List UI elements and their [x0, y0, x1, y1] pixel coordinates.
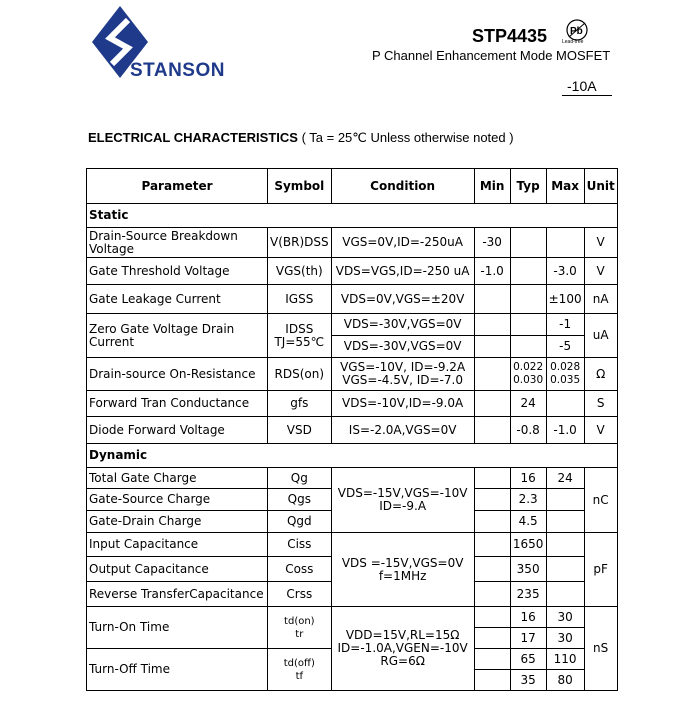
part-number: STP4435 — [472, 26, 548, 46]
max-cell: 30 — [546, 607, 584, 628]
condition-cell — [331, 607, 474, 691]
table-header-row — [87, 169, 618, 204]
max-cell: -1 — [546, 314, 584, 336]
electrical-characteristics-table — [86, 168, 618, 691]
section-title — [88, 130, 514, 146]
condition-line: VDD=15V,RL=15Ω — [345, 628, 460, 642]
condition-cell: VGS=0V,ID=-250uA — [331, 228, 474, 258]
table-row — [87, 417, 618, 444]
header-parameter: Parameter — [87, 169, 268, 204]
condition-line: f=1MHz — [378, 568, 427, 583]
min-cell: -1.0 — [474, 258, 510, 285]
table-row — [87, 314, 618, 336]
param-cell: Turn-On Time — [87, 607, 268, 649]
group-row-static — [87, 204, 618, 228]
min-cell — [474, 628, 510, 649]
header-condition: Condition — [331, 169, 474, 204]
min-cell — [474, 391, 510, 417]
param-cell: Drain-Source Breakdown Voltage — [87, 228, 268, 258]
min-cell — [474, 670, 510, 691]
lead-free-label: Lead-free — [562, 39, 584, 45]
typ-cell: 1650 — [510, 533, 546, 557]
min-cell — [474, 533, 510, 557]
symbol-cell: VGS(th) — [268, 258, 332, 285]
group-label-dynamic: Dynamic — [87, 444, 618, 468]
condition-line: VGS=-4.5V, ID=-7.0 — [342, 373, 463, 387]
param-cell: Gate-Source Charge — [87, 489, 268, 511]
condition-line: RG=6Ω — [380, 654, 425, 668]
symbol-line: tf — [295, 670, 304, 682]
symbol-line: td(off) — [283, 657, 315, 669]
condition-cell: VDS=-10V,ID=-9.0A — [331, 391, 474, 417]
condition-cell: VDS=0V,VGS=±20V — [331, 285, 474, 314]
max-value: 0.028 — [550, 361, 581, 373]
condition-cell: VDS=VGS,ID=-250 uA — [331, 258, 474, 285]
param-cell: Gate Threshold Voltage — [87, 258, 268, 285]
symbol-line: td(on) — [284, 615, 315, 627]
typ-cell: 65 — [510, 649, 546, 670]
symbol-cell: V(BR)DSS — [268, 228, 332, 258]
unit-cell: nS — [584, 607, 617, 691]
brand-name: STANSON — [130, 60, 225, 81]
max-cell: -3.0 — [546, 258, 584, 285]
param-cell: Turn-Off Time — [87, 649, 268, 691]
typ-cell: 16 — [510, 607, 546, 628]
symbol-cell: VSD — [268, 417, 332, 444]
unit-cell: uA — [584, 314, 617, 358]
symbol-cell: Qgs — [268, 489, 332, 511]
unit-cell: V — [584, 417, 617, 444]
header-max: Max — [546, 169, 584, 204]
table-row — [87, 533, 618, 557]
max-cell: -5 — [546, 336, 584, 358]
typ-cell — [510, 336, 546, 358]
param-cell: Forward Tran Conductance — [87, 391, 268, 417]
param-cell: Drain-source On-Resistance — [87, 358, 268, 391]
max-cell — [546, 582, 584, 607]
min-cell — [474, 336, 510, 358]
unit-cell: Ω — [584, 358, 617, 391]
typ-cell: 350 — [510, 557, 546, 582]
current-rating: -10A — [567, 78, 597, 94]
header-symbol: Symbol — [268, 169, 332, 204]
min-cell — [474, 582, 510, 607]
min-cell — [474, 557, 510, 582]
condition-cell — [331, 533, 474, 607]
typ-cell: 2.3 — [510, 489, 546, 511]
typ-cell — [510, 258, 546, 285]
unit-cell: V — [584, 258, 617, 285]
symbol-cell — [268, 607, 332, 649]
typ-cell — [510, 358, 546, 391]
table-row — [87, 285, 618, 314]
symbol-cell: Crss — [268, 582, 332, 607]
condition-line: ID=-1.0A,VGEN=-10V — [337, 641, 468, 655]
condition-cell: VDS=-30V,VGS=0V — [331, 314, 474, 336]
table-row — [87, 391, 618, 417]
param-cell: Gate Leakage Current — [87, 285, 268, 314]
max-value: 0.035 — [550, 374, 581, 386]
group-label-static: Static — [87, 204, 618, 228]
param-cell: Gate-Drain Charge — [87, 511, 268, 533]
condition-line: VDS=-15V,VGS=-10V — [337, 486, 468, 500]
max-cell: 110 — [546, 649, 584, 670]
header-min: Min — [474, 169, 510, 204]
symbol-cell: Ciss — [268, 533, 332, 557]
table-row — [87, 358, 618, 391]
divider — [562, 95, 612, 96]
symbol-cell: gfs — [268, 391, 332, 417]
min-cell — [474, 285, 510, 314]
group-row-dynamic — [87, 444, 618, 468]
condition-cell — [331, 468, 474, 533]
min-cell — [474, 649, 510, 670]
max-cell: ±100 — [546, 285, 584, 314]
unit-cell: pF — [584, 533, 617, 607]
typ-cell: 35 — [510, 670, 546, 691]
typ-cell: 235 — [510, 582, 546, 607]
condition-cell: IS=-2.0A,VGS=0V — [331, 417, 474, 444]
unit-cell: S — [584, 391, 617, 417]
symbol-cell: Qgd — [268, 511, 332, 533]
condition-line: VGS=-10V, ID=-9.2A — [340, 360, 466, 374]
condition-cell — [331, 358, 474, 391]
table-row — [87, 607, 618, 628]
max-cell: 30 — [546, 628, 584, 649]
min-cell — [474, 468, 510, 489]
max-cell: 24 — [546, 468, 584, 489]
typ-cell: -0.8 — [510, 417, 546, 444]
pb-badge-text: Pb — [570, 26, 583, 37]
section-condition: ( Ta = 25℃ Unless otherwise noted ) — [301, 130, 514, 145]
typ-cell: 4.5 — [510, 511, 546, 533]
section-heading: ELECTRICAL CHARACTERISTICS — [88, 130, 298, 145]
min-cell — [474, 511, 510, 533]
param-cell: Total Gate Charge — [87, 468, 268, 489]
table-row — [87, 468, 618, 489]
symbol-idss: IDSS — [285, 321, 314, 336]
max-cell — [546, 489, 584, 511]
param-cell: Zero Gate Voltage Drain Current — [87, 314, 268, 358]
typ-cell — [510, 285, 546, 314]
table-row — [87, 258, 618, 285]
max-cell: -1.0 — [546, 417, 584, 444]
symbol-cell: Qg — [268, 468, 332, 489]
max-cell — [546, 228, 584, 258]
symbol-cell — [268, 649, 332, 691]
condition-line: VDS =-15V,VGS=0V — [341, 555, 464, 570]
typ-cell: 17 — [510, 628, 546, 649]
min-cell: -30 — [474, 228, 510, 258]
param-cell: Output Capacitance — [87, 557, 268, 582]
max-cell — [546, 511, 584, 533]
header-typ: Typ — [510, 169, 546, 204]
param-cell: Diode Forward Voltage — [87, 417, 268, 444]
min-cell — [474, 489, 510, 511]
min-cell — [474, 417, 510, 444]
header-unit: Unit — [584, 169, 617, 204]
param-cell: Reverse TransferCapacitance — [87, 582, 268, 607]
param-cell: Input Capacitance — [87, 533, 268, 557]
typ-value: 0.030 — [513, 374, 544, 386]
typ-cell — [510, 314, 546, 336]
symbol-cell — [268, 314, 332, 358]
condition-line: ID=-9.A — [379, 499, 427, 513]
max-cell — [546, 358, 584, 391]
min-cell — [474, 358, 510, 391]
min-cell — [474, 314, 510, 336]
unit-cell: V — [584, 228, 617, 258]
typ-value: 0.022 — [513, 361, 544, 373]
unit-cell: nA — [584, 285, 617, 314]
typ-cell: 24 — [510, 391, 546, 417]
max-cell — [546, 557, 584, 582]
typ-cell: 16 — [510, 468, 546, 489]
symbol-tj: TJ=55℃ — [274, 334, 325, 349]
min-cell — [474, 607, 510, 628]
symbol-cell: Coss — [268, 557, 332, 582]
table-row — [87, 228, 618, 258]
max-cell — [546, 391, 584, 417]
symbol-line: tr — [295, 628, 304, 640]
symbol-cell: IGSS — [268, 285, 332, 314]
max-cell — [546, 533, 584, 557]
symbol-cell: RDS(on) — [268, 358, 332, 391]
unit-cell: nC — [584, 468, 617, 533]
part-description: P Channel Enhancement Mode MOSFET — [372, 48, 611, 63]
condition-cell: VDS=-30V,VGS=0V — [331, 336, 474, 358]
typ-cell — [510, 228, 546, 258]
max-cell: 80 — [546, 670, 584, 691]
